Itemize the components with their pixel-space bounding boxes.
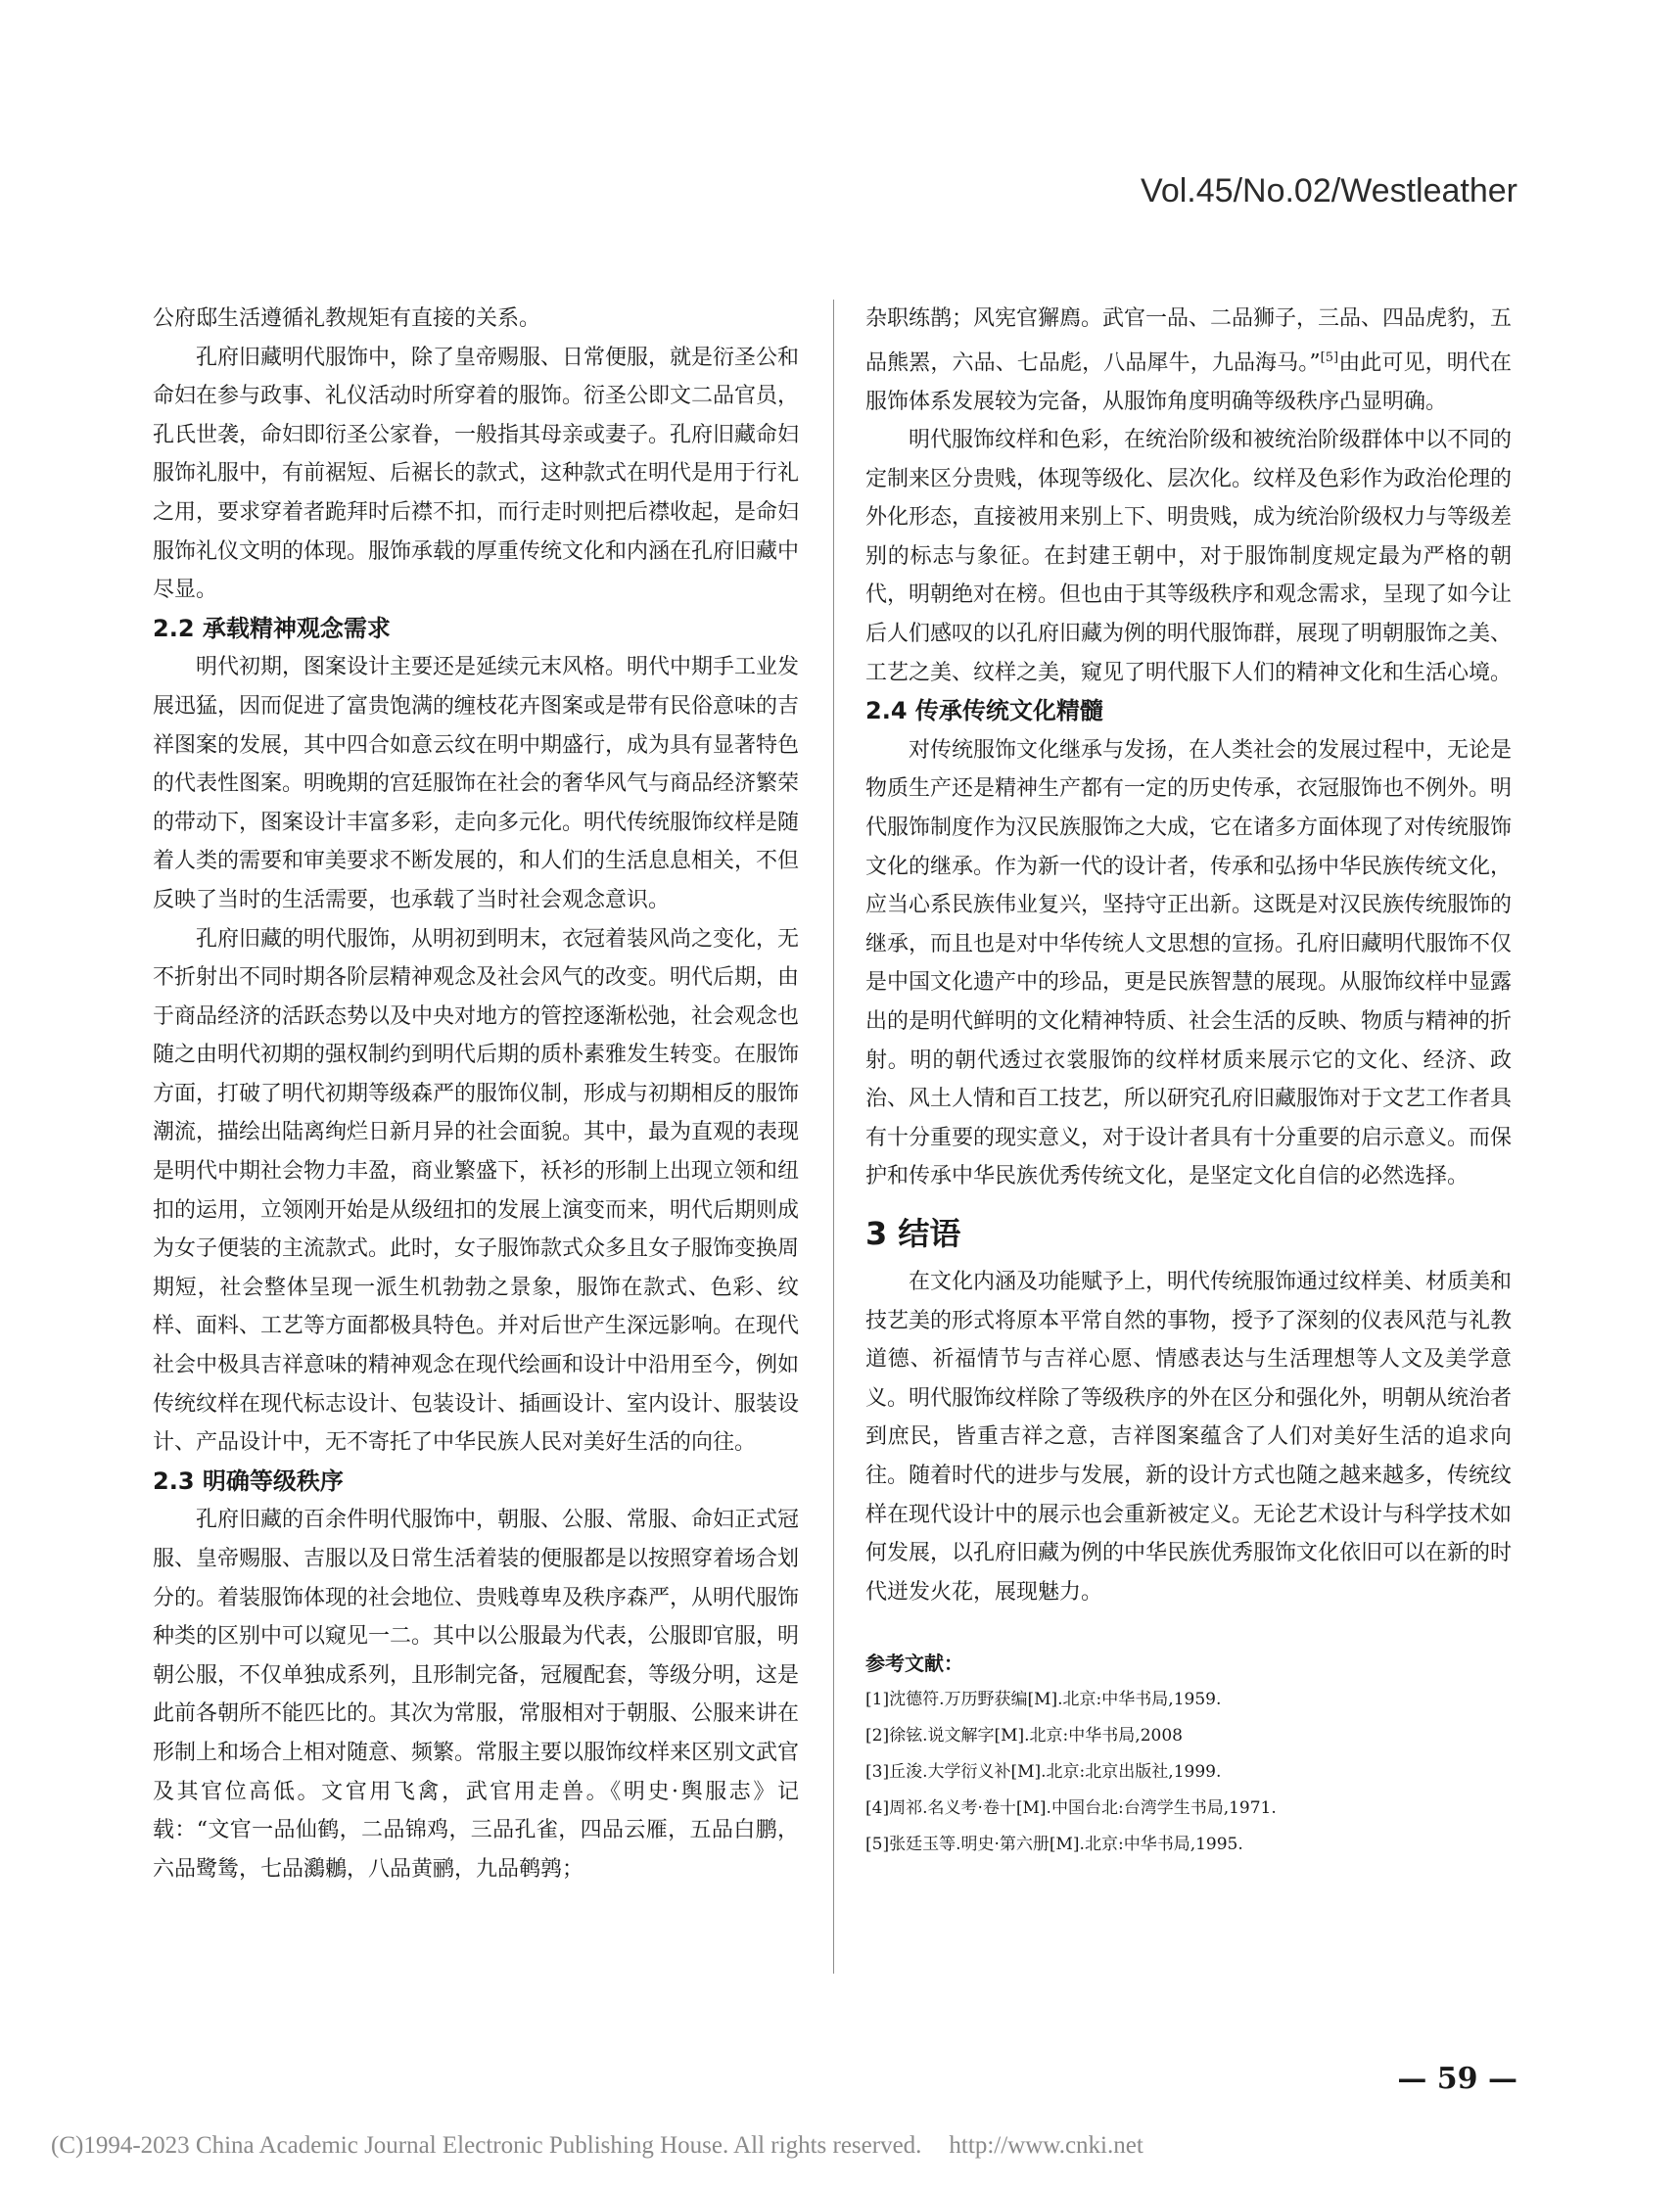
paragraph: 明代初期，图案设计主要还是延续元末风格。明代中期手工业发展迅猛，因而促进了富贵饱满的缠枝花卉图案或是带有民俗意味的吉祥图案的发展，其中四合如意云纹在明中期盛行，成为具有显著特色的代表性图案。明晚期的宫廷服饰在社会的奢华风气与商品经济繁荣的带动下，图案设计丰富多彩，走向多元化。明代传统服饰纹样是随着人类的需要和审美要求不断发展的，和人们的生活息息相关，不但反映了当时的生活需要，也承载了当时社会观念意识。 <box>153 655 800 912</box>
paragraph-text: 由此可见，明代在服饰体系发展较为完备，从服饰角度明确等级秩序凸显明确。 <box>865 349 1512 414</box>
paragraph: 孔府旧藏明代服饰中，除了皇帝赐服、日常便服，就是衍圣公和命妇在参与政事、礼仪活动时所穿着的服饰。衍圣公即文二品官员，孔氏世袭，命妇即衍圣公家眷，一般指其母亲或妻子。孔府旧藏命妇服饰礼服中，有前裾短、后裾长的款式，这种款式在明代是用于行礼之用，要求穿着者跪拜时后襟不扣，而行走时则把后襟收起，是命妇服饰礼仪文明的体现。服饰承载的厚重传统文化和内涵在孔府旧藏中尽显。 <box>153 345 800 603</box>
reference-item: [5]张廷玉等.明史·第六册[M].北京:中华书局,1995. <box>865 1835 1243 1855</box>
journal-header: Vol.45/No.02/Westleather <box>1141 172 1517 210</box>
paragraph: 在文化内涵及功能赋予上，明代传统服饰通过纹样美、材质美和技艺美的形式将原本平常自然的事物，授予了深刻的仪表风范与礼教道德、祈福情节与吉祥心愿、情感表达与生活理想等人文及美学意义。明代服饰纹样除了等级秩序的外在区分和强化外，明朝从统治者到庶民，皆重吉祥之意，吉祥图案蕴含了人们对美好生活的追求向往。随着时代的进步与发展，新的设计方式也随之越来越多，传统纹样在现代设计中的展示也会重新被定义。无论艺术设计与科学技术如何发展，以孔府旧藏为例的中华民族优秀服饰文化依旧可以在新的时代迸发火花，展现魅力。 <box>865 1269 1513 1605</box>
cnki-url: http://www.cnki.net <box>949 2132 1143 2159</box>
copyright-notice <box>51 2132 1143 2160</box>
paragraph-text: 杂职练鹊；风宪官獬廌。武官一品、二品狮子，三品、四品虎豹，五品熊罴，六品、七品彪，八品犀牛，九品海马。” <box>865 306 1513 375</box>
paragraph: 明代服饰纹样和色彩，在统治阶级和被统治阶级群体中以不同的定制来区分贵贱，体现等级化、层次化。纹样及色彩作为政治伦理的外化形态，直接被用来别上下、明贵贱，成为统治阶级权力与等级差别的标志与象征。在封建王朝中，对于服饰制度规定最为严格的朝代，明朝绝对在榜。但也由于其等级秩序和观念需求，呈现了如今让后人们感叹的以孔府旧藏为例的明代服饰群，展现了明朝服饰之美、工艺之美、纹样之美，窥见了明代服下人们的精神文化和生活心境。 <box>865 428 1513 685</box>
left-column <box>153 300 799 1888</box>
paragraph: 孔府旧藏的百余件明代服饰中，朝服、公服、常服、命妇正式冠服、皇帝赐服、吉服以及日常生活着装的便服都是以按照穿着场合划分的。着装服饰体现的社会地位、贵贱尊卑及秩序森严，从明代服饰种类的区别中可以窥见一二。其中以公服最为代表，公服即官服，明朝公服，不仅单独成系列，且形制完备，冠履配套，等级分明，这是此前各朝所不能匹比的。其次为常服，常服相对于朝服、公服来讲在形制上和场合上相对随意、频繁。常服主要以服饰纹样来区别文武官及其官位高低。文官用飞禽，武官用走兽。《明史·舆服志》记载：“文官一品仙鹤，二品锦鸡，三品孔雀，四品云雁，五品白鹏，六品鹭鸶，七品鸂鶒，八品黄鹂，九品鹌鹑； <box>153 1508 800 1882</box>
section-heading-2-3: 2.3 明确等级秩序 <box>153 1467 344 1495</box>
reference-item: [3]丘浚.大学衍义补[M].北京:北京出版社,1999. <box>865 1762 1222 1783</box>
section-heading-2-2: 2.2 承载精神观念需求 <box>153 614 391 642</box>
references-heading: 参考文献： <box>865 1652 963 1676</box>
copyright-text: (C)1994-2023 China Academic Journal Electronic Publishing House. All rights reserved. <box>51 2132 922 2159</box>
column-divider <box>833 300 834 1974</box>
section-heading-2-4: 2.4 传承传统文化精髓 <box>865 697 1103 725</box>
right-column <box>865 300 1512 1863</box>
page-number: — 59 — <box>1397 2062 1517 2096</box>
citation-marker: [5] <box>1320 349 1339 365</box>
section-heading-3: 3 结语 <box>865 1214 961 1252</box>
reference-item: [1]沈德符.万历野获编[M].北京:中华书局,1959. <box>865 1690 1222 1710</box>
reference-item: [4]周祁.名义考·卷十[M].中国台北:台湾学生书局,1971. <box>865 1798 1277 1819</box>
paragraph: 对传统服饰文化继承与发扬，在人类社会的发展过程中，无论是物质生产还是精神生产都有一定的历史传承，衣冠服饰也不例外。明代服饰制度作为汉民族服饰之大成，它在诸多方面体现了对传统服饰文化的继承。作为新一代的设计者，传承和弘扬中华民族传统文化，应当心系民族伟业复兴，坚持守正出新。这既是对汉民族传统服饰的继承，而且也是对中华传统人文思想的宣扬。孔府旧藏明代服饰不仅是中国文化遗产中的珍品，更是民族智慧的展现。从服饰纹样中显露出的是明代鲜明的文化精神特质、社会生活的反映、物质与精神的折射。明的朝代透过衣裳服饰的纹样材质来展示它的文化、经济、政治、风土人情和百工技艺，所以研究孔府旧藏服饰对于文艺工作者具有十分重要的现实意义，对于设计者具有十分重要的启示意义。而保护和传承中华民族优秀传统文化，是坚定文化自信的必然选择。 <box>865 737 1513 1189</box>
paragraph: 公府邸生活遵循礼教规矩有直接的关系。 <box>153 306 541 331</box>
paragraph: 孔府旧藏的明代服饰，从明初到明末，衣冠着装风尚之变化，无不折射出不同时期各阶层精神观念及社会风气的改变。明代后期，由于商品经济的活跃态势以及中央对地方的管控逐渐松弛，社会观念也随之由明代初期的强权制约到明代后期的质朴素雅发生转变。在服饰方面，打破了明代初期等级森严的服饰仪制，形成与初期相反的服饰潮流，描绘出陆离绚烂日新月异的社会面貌。其中，最为直观的表现是明代中期社会物力丰盈，商业繁盛下，袄衫的形制上出现立领和纽扣的运用，立领刚开始是从级纽扣的发展上演变而来，明代后期则成为女子便装的主流款式。此时，女子服饰款式众多且女子服饰变换周期短，社会整体呈现一派生机勃勃之景象，服饰在款式、色彩、纹样、面料、工艺等方面都极具特色。并对后世产生深远影响。在现代社会中极具吉祥意味的精神观念在现代绘画和设计中沿用至今，例如传统纹样在现代标志设计、包装设计、插画设计、室内设计、服装设计、产品设计中，无不寄托了中华民族人民对美好生活的向往。 <box>153 926 800 1456</box>
reference-item: [2]徐铉.说文解字[M].北京:中华书局,2008 <box>865 1726 1183 1747</box>
paragraph <box>865 300 1512 421</box>
